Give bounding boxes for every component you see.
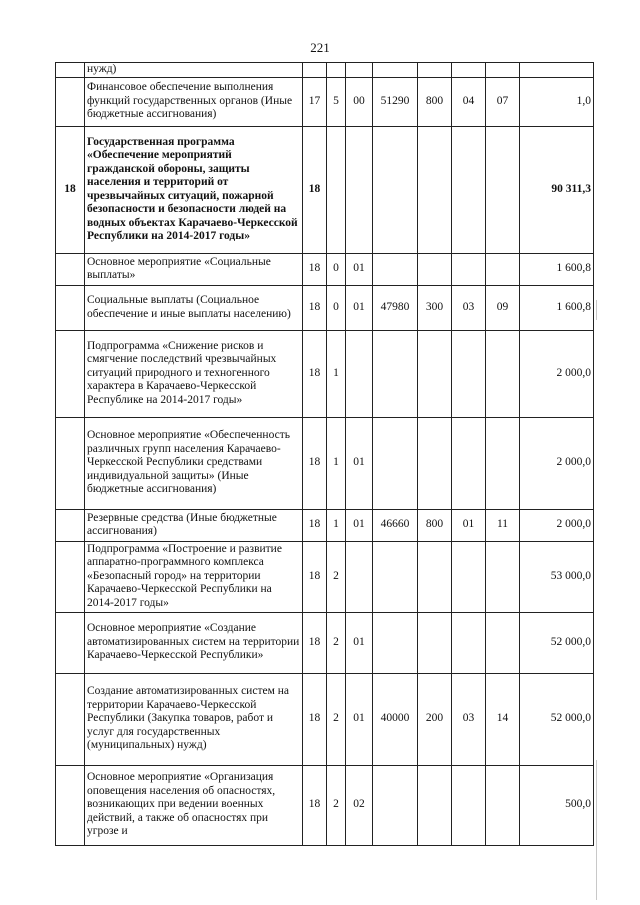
expense-type-cell: 800 xyxy=(418,509,452,541)
page-number: 221 xyxy=(310,40,330,55)
expense-type-cell xyxy=(418,63,452,78)
section-code-cell xyxy=(452,126,486,253)
measure-code-cell: 02 xyxy=(346,765,373,845)
section-code-cell xyxy=(452,253,486,285)
expense-type-cell xyxy=(418,417,452,509)
table-row xyxy=(56,126,594,253)
measure-code-cell: 01 xyxy=(346,612,373,673)
row-number-cell xyxy=(56,673,85,765)
subprogram-code-cell: 1 xyxy=(327,509,346,541)
row-number-cell xyxy=(56,417,85,509)
subsection-code-cell: 07 xyxy=(486,77,520,126)
program-code-cell: 18 xyxy=(303,765,327,845)
expense-type-cell xyxy=(418,126,452,253)
measure-code-cell xyxy=(346,541,373,612)
direction-code-cell xyxy=(373,612,418,673)
measure-code-cell: 01 xyxy=(346,509,373,541)
table-row xyxy=(56,77,594,126)
row-number-cell xyxy=(56,330,85,417)
table-row xyxy=(56,765,594,845)
row-number-cell xyxy=(56,63,85,78)
subprogram-code-cell: 0 xyxy=(327,285,346,330)
direction-code-cell xyxy=(373,765,418,845)
direction-code-cell xyxy=(373,126,418,253)
measure-code-cell xyxy=(346,63,373,78)
measure-code-cell xyxy=(346,126,373,253)
item-name-cell: Основное мероприятие «Обеспеченность различных групп населения Карачаево-Черкесской Республики средствами индивидуальной защиты» (Иные бюджетные ассигнования) xyxy=(85,417,303,509)
table-row xyxy=(56,330,594,417)
section-code-cell xyxy=(452,541,486,612)
expense-type-cell: 200 xyxy=(418,673,452,765)
section-code-cell: 01 xyxy=(452,509,486,541)
direction-code-cell xyxy=(373,330,418,417)
table-row xyxy=(56,63,594,78)
table-row xyxy=(56,612,594,673)
measure-code-cell: 00 xyxy=(346,77,373,126)
subprogram-code-cell: 1 xyxy=(327,330,346,417)
program-code-cell: 18 xyxy=(303,673,327,765)
subsection-code-cell: 09 xyxy=(486,285,520,330)
item-name-cell: Подпрограмма «Построение и развитие аппаратно-программного комплекса «Безопасный город» на территории Карачаево-Черкесской Республики на 2014-2017 годы» xyxy=(85,541,303,612)
amount-cell: 500,0 xyxy=(520,765,594,845)
amount-cell: 2 000,0 xyxy=(520,509,594,541)
program-code-cell: 18 xyxy=(303,509,327,541)
expense-type-cell xyxy=(418,541,452,612)
subprogram-code-cell: 2 xyxy=(327,541,346,612)
program-code-cell: 18 xyxy=(303,126,327,253)
item-name-cell: Основное мероприятие «Организация оповещения населения об опасностях, возникающих при ведении военных действий, а также об опасностях при угрозе и xyxy=(85,765,303,845)
subsection-code-cell xyxy=(486,765,520,845)
item-name-cell: Социальные выплаты (Социальное обеспечение и иные выплаты населению) xyxy=(85,285,303,330)
expense-type-cell xyxy=(418,612,452,673)
section-code-cell xyxy=(452,417,486,509)
subsection-code-cell: 11 xyxy=(486,509,520,541)
direction-code-cell xyxy=(373,253,418,285)
measure-code-cell: 01 xyxy=(346,417,373,509)
expense-type-cell xyxy=(418,253,452,285)
direction-code-cell xyxy=(373,63,418,78)
program-code-cell: 18 xyxy=(303,612,327,673)
direction-code-cell xyxy=(373,417,418,509)
subsection-code-cell xyxy=(486,417,520,509)
section-code-cell: 04 xyxy=(452,77,486,126)
subprogram-code-cell: 2 xyxy=(327,765,346,845)
section-code-cell: 03 xyxy=(452,285,486,330)
item-name-cell: Резервные средства (Иные бюджетные ассигнования) xyxy=(85,509,303,541)
table-row xyxy=(56,541,594,612)
amount-cell: 52 000,0 xyxy=(520,612,594,673)
item-name-cell: Финансовое обеспечение выполнения функций государственных органов (Иные бюджетные ассигнования) xyxy=(85,77,303,126)
table-row xyxy=(56,673,594,765)
amount-cell xyxy=(520,63,594,78)
measure-code-cell: 01 xyxy=(346,673,373,765)
amount-cell: 53 000,0 xyxy=(520,541,594,612)
subprogram-code-cell: 2 xyxy=(327,612,346,673)
row-number-cell xyxy=(56,253,85,285)
item-name-cell: нужд) xyxy=(85,63,303,78)
budget-table xyxy=(55,62,594,846)
subprogram-code-cell: 2 xyxy=(327,673,346,765)
subsection-code-cell xyxy=(486,541,520,612)
direction-code-cell: 51290 xyxy=(373,77,418,126)
section-code-cell xyxy=(452,765,486,845)
program-code-cell: 18 xyxy=(303,285,327,330)
subsection-code-cell xyxy=(486,612,520,673)
amount-cell: 1,0 xyxy=(520,77,594,126)
section-code-cell xyxy=(452,612,486,673)
table-row xyxy=(56,285,594,330)
row-number-cell xyxy=(56,541,85,612)
subprogram-code-cell: 1 xyxy=(327,417,346,509)
subprogram-code-cell: 5 xyxy=(327,77,346,126)
item-name-cell: Основное мероприятие «Социальные выплаты» xyxy=(85,253,303,285)
measure-code-cell: 01 xyxy=(346,253,373,285)
subprogram-code-cell xyxy=(327,126,346,253)
expense-type-cell: 800 xyxy=(418,77,452,126)
item-name-cell: Создание автоматизированных систем на территории Карачаево-Черкесской Республики (Закупка товаров, работ и услуг для государственных (муниципальных) нужд) xyxy=(85,673,303,765)
expense-type-cell xyxy=(418,765,452,845)
amount-cell: 52 000,0 xyxy=(520,673,594,765)
measure-code-cell xyxy=(346,330,373,417)
subprogram-code-cell xyxy=(327,63,346,78)
section-code-cell: 03 xyxy=(452,673,486,765)
amount-cell: 1 600,8 xyxy=(520,285,594,330)
row-number-cell xyxy=(56,285,85,330)
item-name-cell: Государственная программа «Обеспечение мероприятий гражданской обороны, защиты населения и территорий от чрезвычайных ситуаций, пожарной безопасности и безопасности людей на водных объектах Карачаево-Черкесской Республики на 2014-2017 годы» xyxy=(85,126,303,253)
amount-cell: 2 000,0 xyxy=(520,330,594,417)
row-number-cell xyxy=(56,509,85,541)
amount-cell: 90 311,3 xyxy=(520,126,594,253)
item-name-cell: Подпрограмма «Снижение рисков и смягчение последствий чрезвычайных ситуаций природного и техногенного характера в Карачаево-Черкесской Республике на 2014-2017 годы» xyxy=(85,330,303,417)
amount-cell: 1 600,8 xyxy=(520,253,594,285)
row-number-cell xyxy=(56,765,85,845)
scan-edge-mark xyxy=(596,300,597,320)
table-row xyxy=(56,253,594,285)
program-code-cell: 18 xyxy=(303,541,327,612)
row-number-cell xyxy=(56,612,85,673)
table-row xyxy=(56,509,594,541)
measure-code-cell: 01 xyxy=(346,285,373,330)
amount-cell: 2 000,0 xyxy=(520,417,594,509)
direction-code-cell xyxy=(373,541,418,612)
table-row xyxy=(56,417,594,509)
section-code-cell xyxy=(452,330,486,417)
subsection-code-cell xyxy=(486,63,520,78)
subsection-code-cell xyxy=(486,126,520,253)
direction-code-cell: 47980 xyxy=(373,285,418,330)
program-code-cell: 18 xyxy=(303,253,327,285)
subprogram-code-cell: 0 xyxy=(327,253,346,285)
scan-edge-mark xyxy=(596,760,597,900)
expense-type-cell: 300 xyxy=(418,285,452,330)
direction-code-cell: 46660 xyxy=(373,509,418,541)
subsection-code-cell: 14 xyxy=(486,673,520,765)
program-code-cell: 18 xyxy=(303,330,327,417)
row-number-cell: 18 xyxy=(56,126,85,253)
expense-type-cell xyxy=(418,330,452,417)
program-code-cell: 17 xyxy=(303,77,327,126)
subsection-code-cell xyxy=(486,330,520,417)
program-code-cell xyxy=(303,63,327,78)
section-code-cell xyxy=(452,63,486,78)
subsection-code-cell xyxy=(486,253,520,285)
item-name-cell: Основное мероприятие «Создание автоматизированных систем на территории Карачаево-Черкесской Республики» xyxy=(85,612,303,673)
program-code-cell: 18 xyxy=(303,417,327,509)
direction-code-cell: 40000 xyxy=(373,673,418,765)
row-number-cell xyxy=(56,77,85,126)
